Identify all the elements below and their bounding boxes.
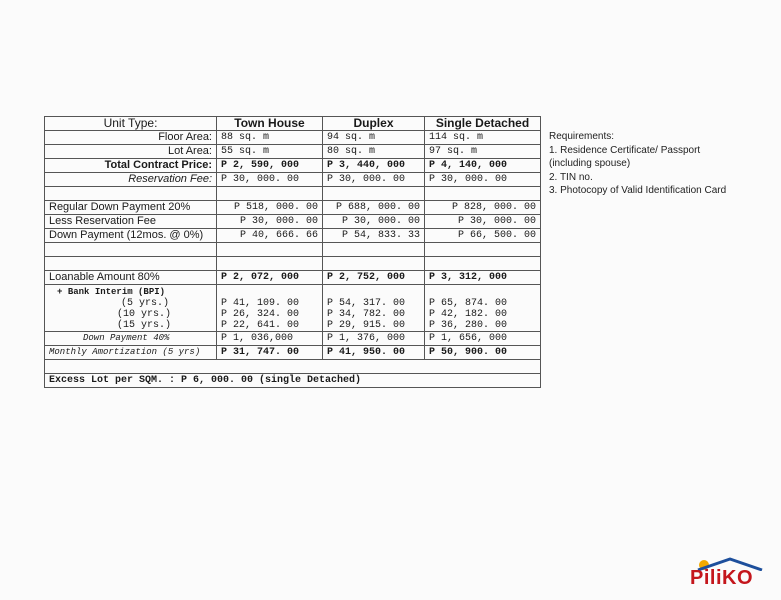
down-payment-12-value: P 54, 833. 33 xyxy=(323,229,425,243)
price-table xyxy=(44,116,541,388)
down-payment-12-value: P 66, 500. 00 xyxy=(425,229,541,243)
bank-interim-single-detached xyxy=(425,285,541,332)
regular-down-payment-value: P 688, 000. 00 xyxy=(323,201,425,215)
spacer-row xyxy=(45,257,541,271)
monthly-amortization-value: P 41, 950. 00 xyxy=(323,346,425,360)
floor-area-label: Floor Area: xyxy=(45,131,217,145)
down-payment-40-value: P 1, 656, 000 xyxy=(425,332,541,346)
monthly-amortization-row xyxy=(45,346,541,360)
amortization-value: P 54, 317. 00 xyxy=(327,298,406,309)
down-payment-12-row xyxy=(45,229,541,243)
requirements-title: Requirements: xyxy=(549,131,615,142)
lot-area-label: Lot Area: xyxy=(45,145,217,159)
amortization-value: P 65, 874. 00 xyxy=(429,298,508,309)
requirement-item: 1. Residence Certificate/ Passport (including spouse) xyxy=(549,144,701,169)
requirement-item: 3. Photocopy of Valid Identification Card xyxy=(549,185,727,196)
regular-down-payment-row xyxy=(45,201,541,215)
reservation-fee-row xyxy=(45,173,541,187)
down-payment-12-label: Down Payment (12mos. @ 0%) xyxy=(45,229,217,243)
spacer-row xyxy=(45,243,541,257)
down-payment-40-label: Down Payment 40% xyxy=(45,332,217,346)
excess-lot-note: Excess Lot per SQM. : P 6, 000. 00 (single Detached) xyxy=(45,374,541,388)
term-label: (10 yrs.) xyxy=(117,309,172,320)
lot-area-value: 80 sq. m xyxy=(323,145,425,159)
loanable-amount-value: P 2, 752, 000 xyxy=(323,271,425,285)
total-contract-price-value: P 3, 440, 000 xyxy=(323,159,425,173)
floor-area-row xyxy=(45,131,541,145)
requirements-panel xyxy=(549,130,729,198)
reservation-fee-value: P 30, 000. 00 xyxy=(425,173,541,187)
bank-interim-duplex xyxy=(323,285,425,332)
less-reservation-fee-value: P 30, 000. 00 xyxy=(425,215,541,229)
reservation-fee-value: P 30, 000. 00 xyxy=(217,173,323,187)
bank-interim-row xyxy=(45,285,541,332)
lot-area-value: 97 sq. m xyxy=(425,145,541,159)
amortization-value: P 36, 280. 00 xyxy=(429,320,508,331)
regular-down-payment-value: P 828, 000. 00 xyxy=(425,201,541,215)
down-payment-40-value: P 1, 376, 000 xyxy=(323,332,425,346)
down-payment-12-value: P 40, 666. 66 xyxy=(217,229,323,243)
floor-area-value: 114 sq. m xyxy=(425,131,541,145)
column-duplex: Duplex xyxy=(323,117,425,131)
term-label: (5 yrs.) xyxy=(121,298,170,309)
total-contract-price-label: Total Contract Price: xyxy=(45,159,217,173)
spacer-row xyxy=(45,187,541,201)
loanable-amount-label: Loanable Amount 80% xyxy=(45,271,217,285)
total-contract-price-value: P 2, 590, 000 xyxy=(217,159,323,173)
bank-interim-label: + Bank Interim (BPI) xyxy=(57,287,166,297)
regular-down-payment-value: P 518, 000. 00 xyxy=(217,201,323,215)
amortization-value: P 29, 915. 00 xyxy=(327,320,406,331)
reservation-fee-value: P 30, 000. 00 xyxy=(323,173,425,187)
price-list-sheet xyxy=(44,116,540,388)
loanable-amount-value: P 2, 072, 000 xyxy=(217,271,323,285)
lot-area-row xyxy=(45,145,541,159)
amortization-value: P 41, 109. 00 xyxy=(221,298,300,309)
monthly-amortization-value: P 50, 900. 00 xyxy=(425,346,541,360)
reservation-fee-label: Reservation Fee: xyxy=(45,173,217,187)
bank-interim-label-cell xyxy=(45,285,217,332)
logo-text: PiliKO xyxy=(690,567,754,589)
unit-type-label: Unit Type: xyxy=(45,117,217,131)
regular-down-payment-label: Regular Down Payment 20% xyxy=(45,201,217,215)
bank-interim-town-house xyxy=(217,285,323,332)
column-single-detached: Single Detached xyxy=(425,117,541,131)
amortization-value: P 26, 324. 00 xyxy=(221,309,300,320)
amortization-value: P 42, 182. 00 xyxy=(429,309,508,320)
plus-icon: + xyxy=(57,287,68,297)
total-contract-price-row xyxy=(45,159,541,173)
header-row xyxy=(45,117,541,131)
down-payment-40-value: P 1, 036,000 xyxy=(217,332,323,346)
total-contract-price-value: P 4, 140, 000 xyxy=(425,159,541,173)
less-reservation-fee-label: Less Reservation Fee xyxy=(45,215,217,229)
monthly-amortization-label: Monthly Amortization (5 yrs) xyxy=(45,346,217,360)
column-town-house: Town House xyxy=(217,117,323,131)
monthly-amortization-value: P 31, 747. 00 xyxy=(217,346,323,360)
less-reservation-fee-row xyxy=(45,215,541,229)
floor-area-value: 88 sq. m xyxy=(217,131,323,145)
term-label: (15 yrs.) xyxy=(117,320,172,331)
loanable-amount-value: P 3, 312, 000 xyxy=(425,271,541,285)
piliko-logo xyxy=(690,557,768,591)
amortization-value: P 22, 641. 00 xyxy=(221,320,300,331)
floor-area-value: 94 sq. m xyxy=(323,131,425,145)
excess-lot-row xyxy=(45,374,541,388)
amortization-value: P 34, 782. 00 xyxy=(327,309,406,320)
lot-area-value: 55 sq. m xyxy=(217,145,323,159)
down-payment-40-row xyxy=(45,332,541,346)
loanable-amount-row xyxy=(45,271,541,285)
requirement-item: 2. TIN no. xyxy=(549,171,593,183)
less-reservation-fee-value: P 30, 000. 00 xyxy=(323,215,425,229)
spacer-row xyxy=(45,360,541,374)
less-reservation-fee-value: P 30, 000. 00 xyxy=(217,215,323,229)
